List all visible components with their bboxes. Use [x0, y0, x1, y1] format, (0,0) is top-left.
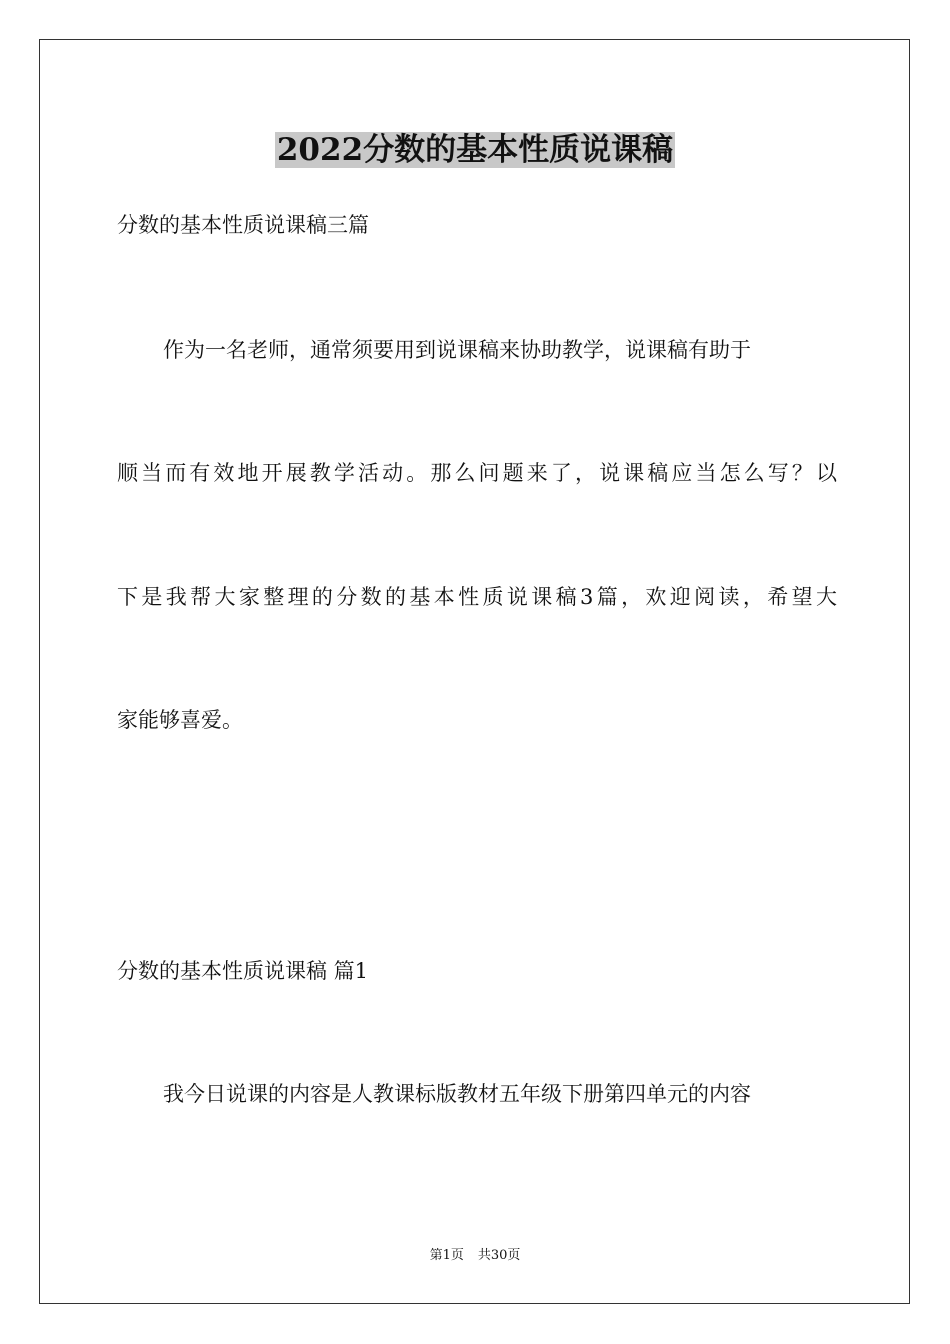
- intro-paragraph-line: 家能够喜爱。: [117, 708, 243, 732]
- total-pages: 共30页: [477, 1248, 521, 1263]
- page-number: 第1页: [429, 1248, 464, 1263]
- document-title: [0, 128, 950, 172]
- intro-paragraph-line: 顺当而有效地开展教学活动。那么问题来了，说课稿应当怎么写？以: [117, 461, 837, 485]
- intro-paragraph-line: 下是我帮大家整理的分数的基本性质说课稿3篇，欢迎阅读，希望大: [117, 585, 837, 609]
- document-subtitle: 分数的基本性质说课稿三篇: [117, 213, 369, 237]
- page-footer: [0, 1247, 950, 1265]
- section-paragraph-line: 我今日说课的内容是人教课标版教材五年级下册第四单元的内容: [163, 1082, 751, 1106]
- section-heading: 分数的基本性质说课稿 篇1: [117, 959, 369, 983]
- document-title-text: 2022分数的基本性质说课稿: [276, 132, 674, 168]
- intro-paragraph-line: 作为一名老师，通常须要用到说课稿来协助教学，说课稿有助于: [163, 338, 751, 362]
